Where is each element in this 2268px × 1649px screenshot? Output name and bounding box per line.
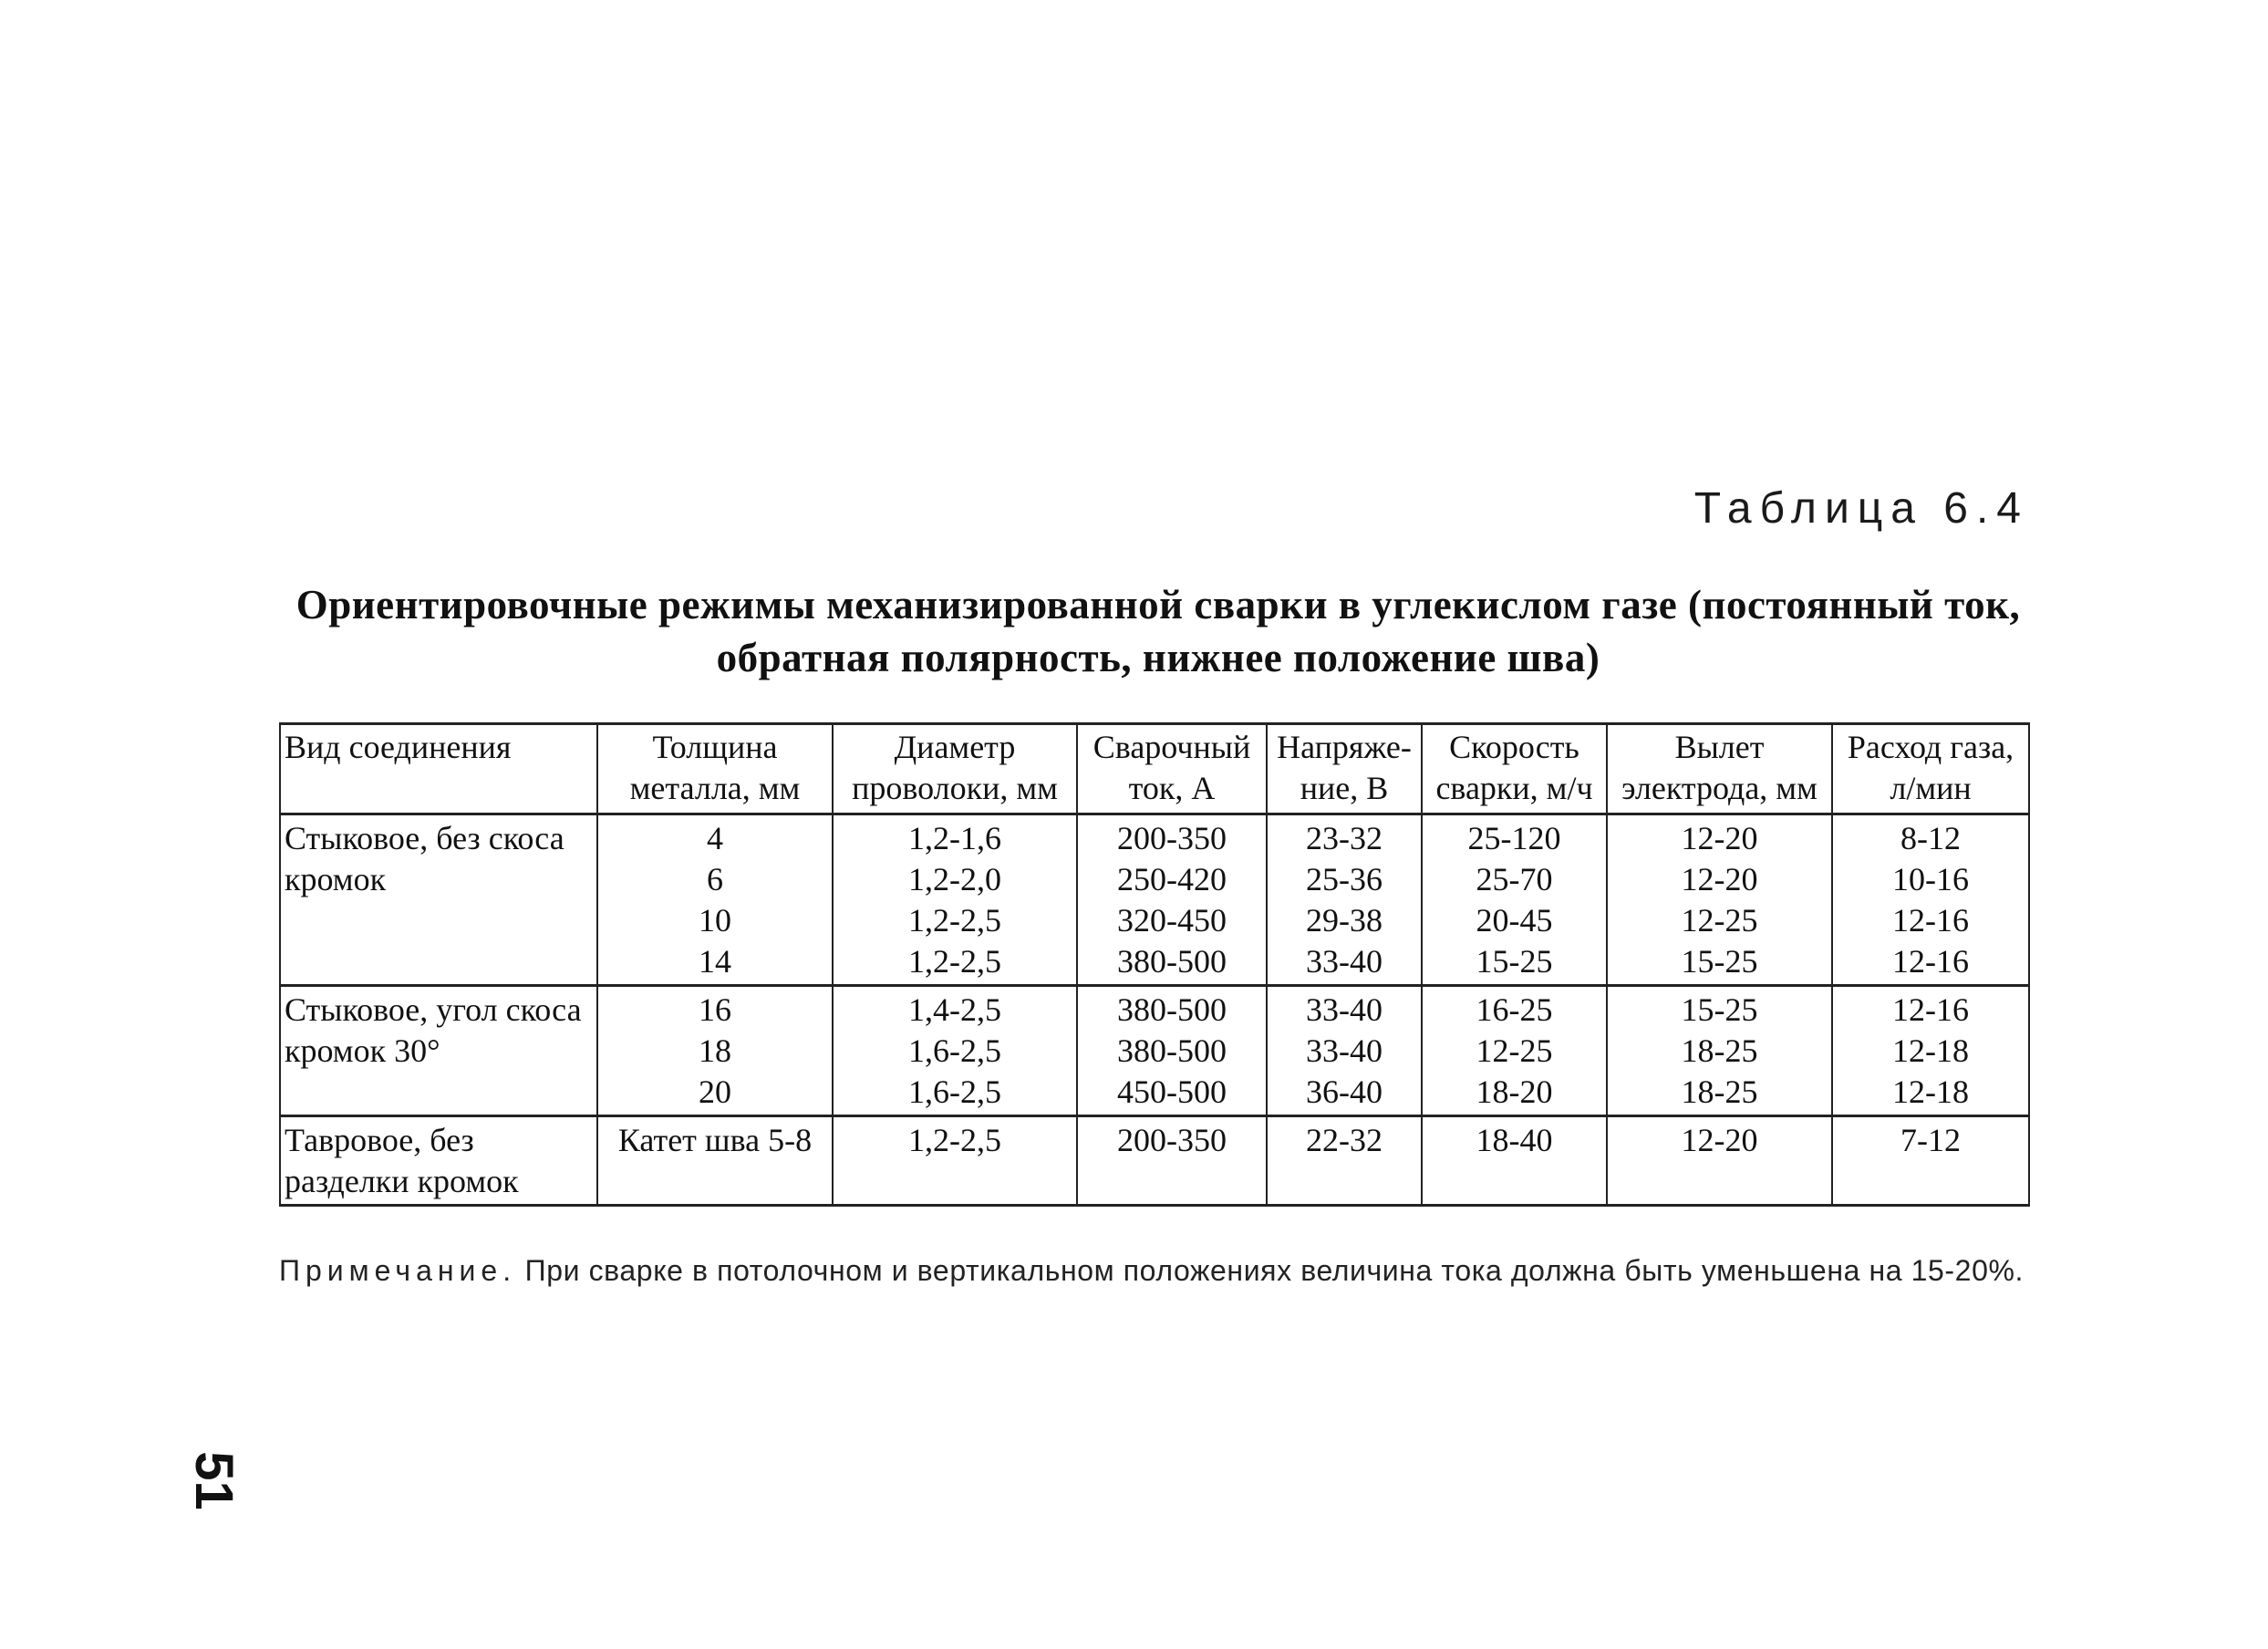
speed-cell: 16-25 12-25 18-20 — [1422, 986, 1607, 1116]
welding-regimes-table — [279, 722, 2030, 1207]
gas-flow-cell: 8-12 10-16 12-16 12-16 — [1832, 814, 2029, 986]
speed-cell: 25-120 25-70 20-45 15-25 — [1422, 814, 1607, 986]
gas-flow-cell: 12-16 12-18 12-18 — [1832, 986, 2029, 1116]
joint-type-cell: Стыковое, угол скоса кромок 30° — [280, 986, 597, 1116]
joint-type-cell: Тавровое, без разделки кромок — [280, 1116, 597, 1206]
col-header-current: Сварочный ток, А — [1077, 724, 1267, 814]
wire-diameter-cell: 1,2-1,6 1,2-2,0 1,2-2,5 1,2-2,5 — [833, 814, 1077, 986]
electrode-stickout-cell: 12-20 12-20 12-25 15-25 — [1607, 814, 1832, 986]
table-row — [280, 986, 2029, 1116]
electrode-stickout-cell: 12-20 — [1607, 1116, 1832, 1206]
col-header-thickness: Толщина металла, мм — [597, 724, 833, 814]
thickness-cell: Катет шва 5-8 — [597, 1116, 833, 1206]
table-title: Ориентировочные режимы механизированной сварки в углекислом газе (постоянный ток, обратная полярность, нижнее положение шва) — [295, 582, 2021, 680]
gas-flow-cell: 7-12 — [1832, 1116, 2029, 1206]
current-cell: 200-350 250-420 320-450 380-500 — [1077, 814, 1267, 986]
wire-diameter-cell: 1,4-2,5 1,6-2,5 1,6-2,5 — [833, 986, 1077, 1116]
col-header-speed: Скорость сварки, м/ч — [1422, 724, 1607, 814]
col-header-gas-flow: Расход газа, л/мин — [1832, 724, 2029, 814]
voltage-cell: 22-32 — [1267, 1116, 1422, 1206]
note-label: Примечание. — [279, 1254, 517, 1287]
wire-diameter-cell: 1,2-2,5 — [833, 1116, 1077, 1206]
current-cell: 200-350 — [1077, 1116, 1267, 1206]
table-group-butt-bevel-30 — [280, 986, 2029, 1116]
thickness-cell: 16 18 20 — [597, 986, 833, 1116]
electrode-stickout-cell: 15-25 18-25 18-25 — [1607, 986, 1832, 1116]
table-group-butt-no-bevel — [280, 814, 2029, 986]
col-header-voltage: Напряже- ние, В — [1267, 724, 1422, 814]
voltage-cell: 33-40 33-40 36-40 — [1267, 986, 1422, 1116]
joint-type-cell: Стыковое, без скоса кромок — [280, 814, 597, 986]
table-note — [279, 1250, 2028, 1292]
page-number: 51 — [183, 1451, 243, 1510]
table-group-tee — [280, 1116, 2029, 1206]
speed-cell: 18-40 — [1422, 1116, 1607, 1206]
thickness-cell: 4 6 10 14 — [597, 814, 833, 986]
table-label: Таблица 6.4 — [1693, 484, 2029, 533]
note-text: При сварке в потолочном и вертикальном положениях величина тока должна быть уменьшена на 15-20%. — [524, 1254, 2025, 1287]
header-row — [280, 724, 2029, 814]
voltage-cell: 23-32 25-36 29-38 33-40 — [1267, 814, 1422, 986]
table-row — [280, 1116, 2029, 1206]
col-header-joint-type: Вид соединения — [280, 724, 597, 814]
col-header-wire-diameter: Диаметр проволоки, мм — [833, 724, 1077, 814]
current-cell: 380-500 380-500 450-500 — [1077, 986, 1267, 1116]
col-header-electrode-stickout: Вылет электрода, мм — [1607, 724, 1832, 814]
table-row — [280, 814, 2029, 986]
